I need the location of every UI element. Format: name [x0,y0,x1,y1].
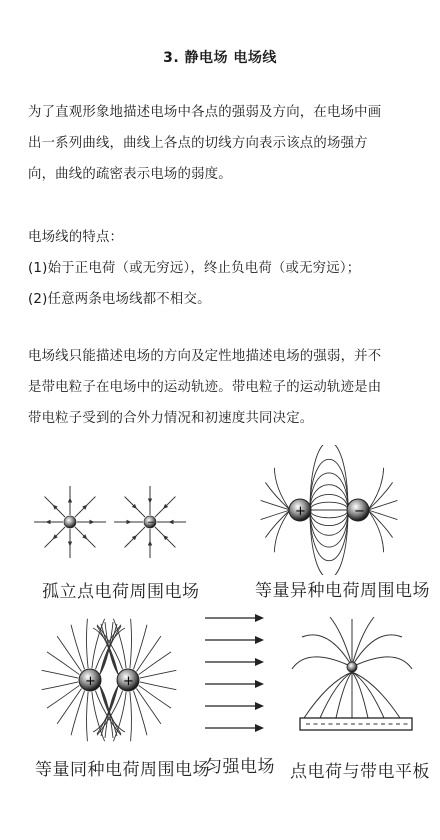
field-arrow [169,520,174,524]
field-line [274,510,290,552]
field-line [139,685,171,708]
feature-item: (1)始于正电荷（或无穷远），终止负电荷（或无穷远）； [28,261,361,276]
field-line [87,692,89,741]
page-title: 3. 静电场 电场线 [163,50,277,66]
field-arrow [46,520,51,524]
field-line [310,510,348,518]
field-line [292,657,348,669]
field-line [310,510,348,535]
point-charge [347,662,357,672]
negative-sign: − [147,518,155,528]
field-line [140,670,176,678]
uniform-field-caption: 匀强电场 [205,757,275,777]
isolated-charge-caption: 孤立点电荷周围电场 [42,582,200,602]
field-arrow [68,542,72,547]
field-line [133,625,147,670]
uniform-field-figure [200,610,270,740]
field-line [310,510,348,575]
field-line [353,617,374,662]
field-line [352,672,384,718]
field-line [87,619,89,668]
field-line [71,625,85,670]
field-line [304,672,352,718]
field-line [310,485,348,510]
field-line [47,685,79,708]
intro-line: 出一系列曲线，曲线上各点的切线方向表示该点的场强方 [28,136,368,151]
plate-charge-caption: 点电荷与带电平板 [290,762,430,782]
plus-sign: + [295,504,306,519]
note-line: 是带电粒子在电场中的运动轨迹。带电粒子的运动轨迹是由 [28,380,382,395]
intro-line: 为了直观形象地描述电场中各点的强弱及方向，在电场中画 [28,105,382,120]
isolated-charge-figure [30,470,200,570]
field-line [136,636,160,671]
positive-charge [64,516,76,528]
features-heading: 电场线的特点： [28,230,124,245]
intro-paragraph [28,97,416,190]
field-line [47,652,79,675]
field-line [42,682,78,690]
note-line: 带电粒子受到的合外力情况和初速度共同决定。 [28,411,314,426]
field-line [274,468,290,510]
field-line [42,670,78,678]
opposite-charges-figure [258,445,418,575]
field-line [71,691,85,736]
field-line [330,617,351,662]
field-arrow [255,702,264,710]
opposite-charges-caption: 等量异种电荷周围电场 [255,581,430,601]
field-line [368,468,384,510]
field-arrow [255,724,264,732]
field-line [140,682,176,690]
field-arrow [255,680,264,688]
field-line [133,691,147,736]
field-arrow [255,658,264,666]
feature-item: (2)任意两条电场线都不相交。 [28,292,211,307]
like-charges-caption: 等量同种电荷周围电场 [35,760,210,780]
field-line [130,619,132,668]
field-line [57,688,81,723]
field-line [136,688,160,723]
field-line [57,636,81,671]
field-arrow [255,614,264,622]
field-arrow [90,520,95,524]
field-line [139,652,171,675]
field-line [356,657,412,669]
field-line [320,672,352,718]
field-arrow [148,541,152,546]
field-line [368,510,384,552]
note-paragraph [28,341,416,434]
field-line [310,445,348,510]
field-arrow [68,498,72,503]
intro-line: 向，曲线的疏密表示电场的弱度。 [28,167,232,182]
note-line: 电场线只能描述电场的方向及定性地描述电场的强弱，并不 [28,349,382,364]
field-line [352,672,400,718]
field-arrow [148,499,152,504]
plate-charge-figure [290,615,420,750]
field-arrow [127,520,132,524]
field-arrow [255,636,264,644]
minus-sign: − [354,504,365,519]
like-charges-figure [40,612,190,752]
field-line [130,692,132,741]
field-line [310,502,348,510]
plus-sign: + [85,674,96,689]
plus-sign: + [123,674,134,689]
features-section [28,222,416,315]
